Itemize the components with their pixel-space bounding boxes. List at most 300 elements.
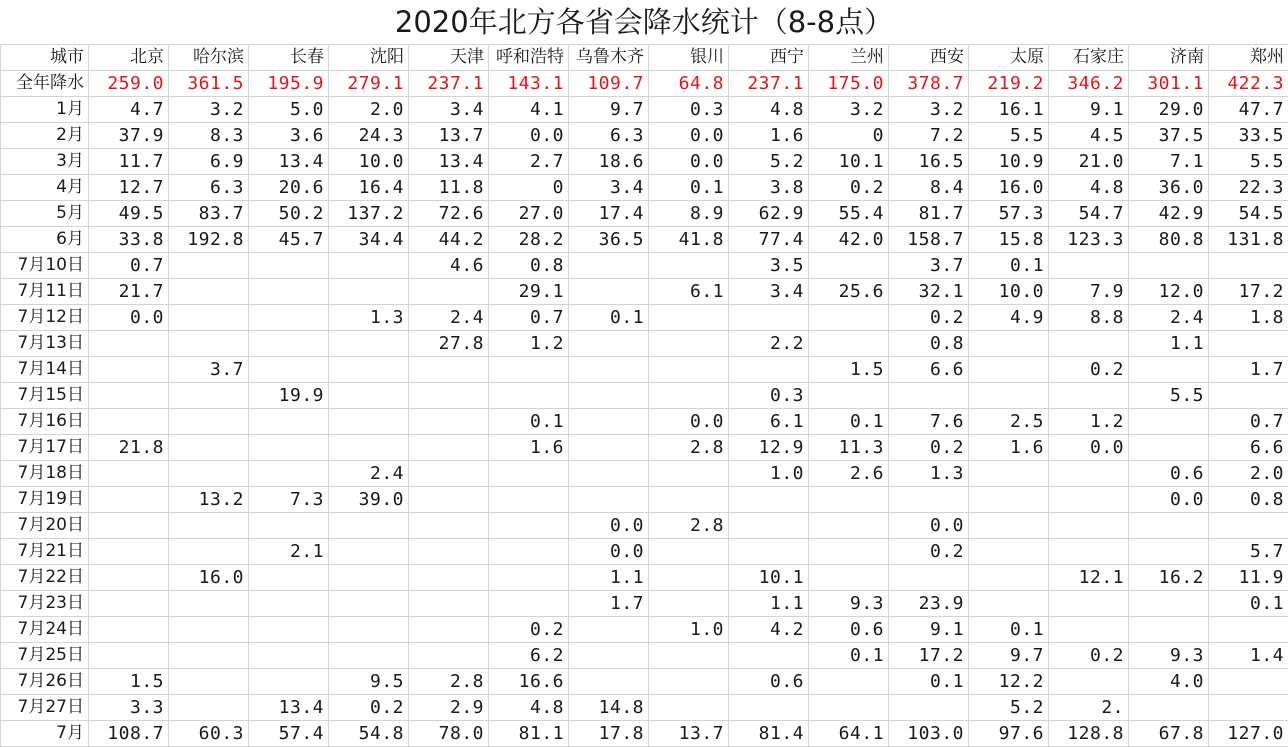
value-cell[interactable] [249,331,329,357]
value-cell[interactable] [889,565,969,591]
row-label-cell[interactable]: 1月 [1,97,89,123]
value-cell[interactable]: 109.7 [569,71,649,97]
value-cell[interactable]: 0.2 [889,539,969,565]
value-cell[interactable] [729,513,809,539]
value-cell[interactable] [569,409,649,435]
value-cell[interactable] [649,253,729,279]
value-cell[interactable]: 0.8 [889,331,969,357]
value-cell[interactable]: 2.4 [1129,305,1209,331]
row-label-cell[interactable]: 7月12日 [1,305,89,331]
value-cell[interactable]: 0.0 [89,305,169,331]
value-cell[interactable]: 0.7 [89,253,169,279]
value-cell[interactable]: 378.7 [889,71,969,97]
value-cell[interactable] [169,539,249,565]
value-cell[interactable]: 10.1 [809,149,889,175]
value-cell[interactable] [1049,383,1129,409]
value-cell[interactable]: 36.5 [569,227,649,253]
value-cell[interactable]: 2.7 [489,149,569,175]
value-cell[interactable] [169,669,249,695]
value-cell[interactable]: 0 [809,123,889,149]
header-cell[interactable]: 太原 [969,45,1049,71]
value-cell[interactable] [569,435,649,461]
value-cell[interactable] [409,539,489,565]
value-cell[interactable]: 137.2 [329,201,409,227]
value-cell[interactable]: 12.2 [969,669,1049,695]
value-cell[interactable] [409,409,489,435]
value-cell[interactable]: 123.3 [1049,227,1129,253]
value-cell[interactable]: 2.4 [409,305,489,331]
value-cell[interactable]: 67.8 [1129,721,1209,747]
value-cell[interactable]: 9.3 [1129,643,1209,669]
value-cell[interactable]: 37.9 [89,123,169,149]
value-cell[interactable] [489,357,569,383]
value-cell[interactable] [89,617,169,643]
value-cell[interactable] [89,487,169,513]
header-cell[interactable]: 银川 [649,45,729,71]
value-cell[interactable]: 5.5 [969,123,1049,149]
value-cell[interactable]: 1.6 [969,435,1049,461]
header-cell[interactable]: 郑州 [1209,45,1288,71]
row-label-cell[interactable]: 7月15日 [1,383,89,409]
value-cell[interactable]: 3.3 [89,695,169,721]
value-cell[interactable]: 21.0 [1049,149,1129,175]
value-cell[interactable] [489,513,569,539]
value-cell[interactable]: 0.2 [889,305,969,331]
value-cell[interactable]: 1.1 [729,591,809,617]
value-cell[interactable]: 81.7 [889,201,969,227]
value-cell[interactable]: 1.3 [329,305,409,331]
value-cell[interactable] [1129,409,1209,435]
value-cell[interactable]: 0.1 [889,669,969,695]
value-cell[interactable]: 5.2 [969,695,1049,721]
value-cell[interactable]: 32.1 [889,279,969,305]
value-cell[interactable]: 361.5 [169,71,249,97]
value-cell[interactable] [409,461,489,487]
header-cell[interactable]: 济南 [1129,45,1209,71]
value-cell[interactable] [1209,513,1288,539]
value-cell[interactable] [409,617,489,643]
row-label-cell[interactable]: 7月11日 [1,279,89,305]
value-cell[interactable]: 27.8 [409,331,489,357]
value-cell[interactable]: 54.5 [1209,201,1288,227]
value-cell[interactable]: 2.4 [329,461,409,487]
value-cell[interactable]: 4.8 [489,695,569,721]
value-cell[interactable]: 3.2 [169,97,249,123]
value-cell[interactable] [809,253,889,279]
value-cell[interactable] [889,487,969,513]
value-cell[interactable]: 279.1 [329,71,409,97]
value-cell[interactable]: 6.1 [729,409,809,435]
value-cell[interactable] [329,643,409,669]
value-cell[interactable]: 1.7 [569,591,649,617]
value-cell[interactable] [169,253,249,279]
value-cell[interactable]: 422.3 [1209,71,1288,97]
value-cell[interactable]: 3.6 [249,123,329,149]
value-cell[interactable]: 3.2 [889,97,969,123]
value-cell[interactable]: 1.5 [809,357,889,383]
value-cell[interactable]: 12.1 [1049,565,1129,591]
value-cell[interactable] [89,539,169,565]
value-cell[interactable]: 1.6 [489,435,569,461]
value-cell[interactable] [569,669,649,695]
value-cell[interactable] [249,461,329,487]
value-cell[interactable]: 10.0 [969,279,1049,305]
value-cell[interactable] [1209,253,1288,279]
value-cell[interactable] [569,487,649,513]
value-cell[interactable]: 27.0 [489,201,569,227]
value-cell[interactable]: 108.7 [89,721,169,747]
value-cell[interactable] [569,357,649,383]
value-cell[interactable]: 15.8 [969,227,1049,253]
value-cell[interactable]: 10.0 [329,149,409,175]
value-cell[interactable]: 14.8 [569,695,649,721]
value-cell[interactable]: 4.2 [729,617,809,643]
value-cell[interactable]: 7.2 [889,123,969,149]
value-cell[interactable] [89,331,169,357]
value-cell[interactable]: 131.8 [1209,227,1288,253]
value-cell[interactable] [489,565,569,591]
row-label-cell[interactable]: 7月16日 [1,409,89,435]
value-cell[interactable]: 237.1 [729,71,809,97]
value-cell[interactable]: 57.4 [249,721,329,747]
value-cell[interactable]: 346.2 [1049,71,1129,97]
value-cell[interactable] [409,487,489,513]
value-cell[interactable]: 42.9 [1129,201,1209,227]
value-cell[interactable] [1049,461,1129,487]
value-cell[interactable]: 6.1 [649,279,729,305]
value-cell[interactable] [649,565,729,591]
value-cell[interactable] [169,643,249,669]
value-cell[interactable] [969,383,1049,409]
header-cell-city[interactable]: 城市 [1,45,89,71]
value-cell[interactable]: 0.8 [1209,487,1288,513]
value-cell[interactable] [169,617,249,643]
value-cell[interactable] [809,487,889,513]
value-cell[interactable] [89,565,169,591]
value-cell[interactable] [569,331,649,357]
value-cell[interactable]: 0.6 [809,617,889,643]
value-cell[interactable]: 41.8 [649,227,729,253]
value-cell[interactable] [969,461,1049,487]
value-cell[interactable]: 0.2 [1049,643,1129,669]
value-cell[interactable]: 21.8 [89,435,169,461]
value-cell[interactable]: 6.3 [169,175,249,201]
value-cell[interactable] [249,617,329,643]
value-cell[interactable]: 0.6 [1129,461,1209,487]
value-cell[interactable] [809,695,889,721]
value-cell[interactable] [169,305,249,331]
value-cell[interactable]: 1.7 [1209,357,1288,383]
value-cell[interactable]: 17.2 [1209,279,1288,305]
value-cell[interactable]: 7.9 [1049,279,1129,305]
value-cell[interactable]: 6.3 [569,123,649,149]
value-cell[interactable] [249,669,329,695]
value-cell[interactable]: 3.8 [729,175,809,201]
value-cell[interactable] [329,357,409,383]
value-cell[interactable] [249,409,329,435]
value-cell[interactable] [1049,669,1129,695]
value-cell[interactable] [1129,513,1209,539]
value-cell[interactable]: 219.2 [969,71,1049,97]
value-cell[interactable]: 1.0 [649,617,729,643]
value-cell[interactable] [1129,435,1209,461]
value-cell[interactable] [329,279,409,305]
value-cell[interactable] [249,513,329,539]
value-cell[interactable] [1129,695,1209,721]
value-cell[interactable] [169,331,249,357]
value-cell[interactable] [569,461,649,487]
value-cell[interactable]: 1.2 [1049,409,1129,435]
value-cell[interactable] [649,357,729,383]
value-cell[interactable]: 2.8 [649,513,729,539]
value-cell[interactable]: 192.8 [169,227,249,253]
value-cell[interactable]: 0.2 [889,435,969,461]
value-cell[interactable]: 0.0 [649,149,729,175]
value-cell[interactable]: 0.1 [569,305,649,331]
value-cell[interactable]: 0.0 [1129,487,1209,513]
value-cell[interactable]: 16.5 [889,149,969,175]
value-cell[interactable]: 16.6 [489,669,569,695]
value-cell[interactable] [409,565,489,591]
value-cell[interactable] [1129,539,1209,565]
value-cell[interactable]: 12.7 [89,175,169,201]
value-cell[interactable] [969,591,1049,617]
value-cell[interactable] [329,331,409,357]
value-cell[interactable]: 0.0 [649,409,729,435]
value-cell[interactable] [1049,331,1129,357]
value-cell[interactable]: 8.4 [889,175,969,201]
value-cell[interactable]: 83.7 [169,201,249,227]
value-cell[interactable]: 16.2 [1129,565,1209,591]
header-cell[interactable]: 兰州 [809,45,889,71]
value-cell[interactable] [489,591,569,617]
value-cell[interactable] [1209,617,1288,643]
value-cell[interactable] [1049,539,1129,565]
value-cell[interactable]: 11.7 [89,149,169,175]
value-cell[interactable]: 8.9 [649,201,729,227]
value-cell[interactable] [249,253,329,279]
value-cell[interactable]: 8.8 [1049,305,1129,331]
value-cell[interactable]: 11.9 [1209,565,1288,591]
value-cell[interactable] [809,539,889,565]
value-cell[interactable]: 0.2 [809,175,889,201]
header-cell[interactable]: 长春 [249,45,329,71]
value-cell[interactable]: 81.4 [729,721,809,747]
value-cell[interactable] [249,279,329,305]
value-cell[interactable] [569,617,649,643]
value-cell[interactable] [329,253,409,279]
value-cell[interactable]: 3.4 [409,97,489,123]
value-cell[interactable]: 25.6 [809,279,889,305]
value-cell[interactable]: 0.0 [1049,435,1129,461]
value-cell[interactable]: 33.8 [89,227,169,253]
value-cell[interactable]: 5.2 [729,149,809,175]
value-cell[interactable]: 3.4 [729,279,809,305]
value-cell[interactable]: 36.0 [1129,175,1209,201]
value-cell[interactable] [409,643,489,669]
value-cell[interactable] [569,279,649,305]
value-cell[interactable] [409,435,489,461]
value-cell[interactable]: 7.6 [889,409,969,435]
row-label-cell[interactable]: 7月20日 [1,513,89,539]
value-cell[interactable]: 1.1 [569,565,649,591]
value-cell[interactable] [1129,617,1209,643]
value-cell[interactable]: 0.7 [489,305,569,331]
value-cell[interactable]: 127.0 [1209,721,1288,747]
value-cell[interactable] [1049,513,1129,539]
value-cell[interactable]: 2.0 [329,97,409,123]
value-cell[interactable]: 45.7 [249,227,329,253]
value-cell[interactable]: 8.3 [169,123,249,149]
row-label-cell[interactable]: 7月10日 [1,253,89,279]
value-cell[interactable] [409,513,489,539]
value-cell[interactable]: 3.5 [729,253,809,279]
value-cell[interactable]: 10.1 [729,565,809,591]
value-cell[interactable]: 21.7 [89,279,169,305]
value-cell[interactable]: 1.4 [1209,643,1288,669]
value-cell[interactable]: 42.0 [809,227,889,253]
value-cell[interactable] [649,591,729,617]
value-cell[interactable] [969,487,1049,513]
value-cell[interactable]: 4.8 [729,97,809,123]
header-cell[interactable]: 哈尔滨 [169,45,249,71]
value-cell[interactable]: 64.8 [649,71,729,97]
value-cell[interactable]: 7.3 [249,487,329,513]
value-cell[interactable]: 13.2 [169,487,249,513]
row-label-cell[interactable]: 7月24日 [1,617,89,643]
value-cell[interactable]: 7.1 [1129,149,1209,175]
value-cell[interactable] [969,331,1049,357]
row-label-cell[interactable]: 7月27日 [1,695,89,721]
value-cell[interactable]: 16.4 [329,175,409,201]
value-cell[interactable]: 12.0 [1129,279,1209,305]
value-cell[interactable] [1209,331,1288,357]
value-cell[interactable] [569,643,649,669]
value-cell[interactable]: 5.7 [1209,539,1288,565]
value-cell[interactable] [1049,591,1129,617]
value-cell[interactable]: 9.1 [889,617,969,643]
value-cell[interactable] [329,435,409,461]
value-cell[interactable]: 17.2 [889,643,969,669]
value-cell[interactable]: 1.0 [729,461,809,487]
value-cell[interactable]: 1.2 [489,331,569,357]
value-cell[interactable]: 0.3 [649,97,729,123]
value-cell[interactable]: 81.1 [489,721,569,747]
value-cell[interactable] [569,383,649,409]
row-label-cell[interactable]: 6月 [1,227,89,253]
value-cell[interactable] [729,357,809,383]
header-cell[interactable]: 天津 [409,45,489,71]
value-cell[interactable]: 28.2 [489,227,569,253]
value-cell[interactable] [729,305,809,331]
row-label-cell[interactable]: 3月 [1,149,89,175]
value-cell[interactable]: 55.4 [809,201,889,227]
value-cell[interactable]: 17.4 [569,201,649,227]
value-cell[interactable]: 78.0 [409,721,489,747]
row-label-cell[interactable]: 7月17日 [1,435,89,461]
value-cell[interactable] [89,383,169,409]
value-cell[interactable] [249,357,329,383]
value-cell[interactable]: 2. [1049,695,1129,721]
value-cell[interactable]: 60.3 [169,721,249,747]
value-cell[interactable] [89,409,169,435]
value-cell[interactable] [249,591,329,617]
value-cell[interactable] [249,435,329,461]
value-cell[interactable]: 29.1 [489,279,569,305]
value-cell[interactable] [329,539,409,565]
value-cell[interactable] [89,513,169,539]
value-cell[interactable]: 2.1 [249,539,329,565]
value-cell[interactable]: 97.6 [969,721,1049,747]
value-cell[interactable] [1209,383,1288,409]
value-cell[interactable]: 24.3 [329,123,409,149]
value-cell[interactable]: 0.0 [649,123,729,149]
row-label-cell[interactable]: 7月25日 [1,643,89,669]
value-cell[interactable]: 5.5 [1209,149,1288,175]
value-cell[interactable] [1129,357,1209,383]
value-cell[interactable]: 57.3 [969,201,1049,227]
value-cell[interactable] [89,461,169,487]
value-cell[interactable] [729,487,809,513]
row-label-cell[interactable]: 7月18日 [1,461,89,487]
value-cell[interactable] [329,565,409,591]
value-cell[interactable]: 4.6 [409,253,489,279]
value-cell[interactable] [89,357,169,383]
value-cell[interactable]: 13.7 [409,123,489,149]
row-label-cell[interactable]: 4月 [1,175,89,201]
value-cell[interactable]: 259.0 [89,71,169,97]
value-cell[interactable]: 9.7 [569,97,649,123]
value-cell[interactable]: 20.6 [249,175,329,201]
value-cell[interactable] [89,643,169,669]
value-cell[interactable]: 9.5 [329,669,409,695]
value-cell[interactable]: 72.6 [409,201,489,227]
header-cell[interactable]: 沈阳 [329,45,409,71]
value-cell[interactable]: 4.9 [969,305,1049,331]
value-cell[interactable] [649,539,729,565]
value-cell[interactable]: 0.2 [1049,357,1129,383]
row-label-cell[interactable]: 7月22日 [1,565,89,591]
value-cell[interactable]: 158.7 [889,227,969,253]
value-cell[interactable] [1209,669,1288,695]
value-cell[interactable] [889,695,969,721]
value-cell[interactable]: 80.8 [1129,227,1209,253]
value-cell[interactable] [1049,617,1129,643]
value-cell[interactable]: 0.6 [729,669,809,695]
value-cell[interactable]: 0.0 [569,513,649,539]
value-cell[interactable] [169,695,249,721]
row-label-cell[interactable]: 7月14日 [1,357,89,383]
value-cell[interactable]: 4.1 [489,97,569,123]
value-cell[interactable]: 37.5 [1129,123,1209,149]
value-cell[interactable] [329,383,409,409]
value-cell[interactable] [809,305,889,331]
value-cell[interactable]: 0 [489,175,569,201]
header-cell[interactable]: 石家庄 [1049,45,1129,71]
value-cell[interactable] [969,565,1049,591]
value-cell[interactable] [329,513,409,539]
value-cell[interactable] [969,539,1049,565]
value-cell[interactable] [489,539,569,565]
value-cell[interactable] [649,487,729,513]
value-cell[interactable] [1049,487,1129,513]
value-cell[interactable] [169,591,249,617]
value-cell[interactable] [649,461,729,487]
value-cell[interactable]: 143.1 [489,71,569,97]
header-cell[interactable]: 乌鲁木齐 [569,45,649,71]
value-cell[interactable]: 16.1 [969,97,1049,123]
value-cell[interactable]: 0.1 [809,643,889,669]
